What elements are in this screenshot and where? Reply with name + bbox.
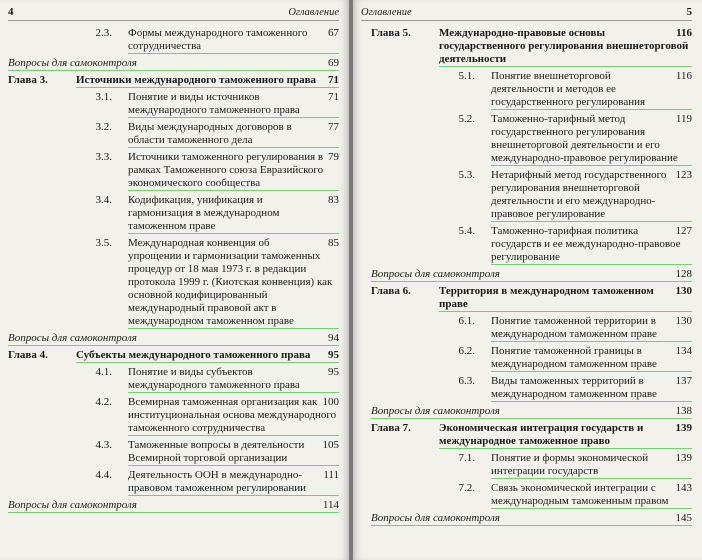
toc-section-content [491,70,692,110]
toc-page-number: 128 [675,268,692,280]
toc-section-content [491,113,692,166]
toc-questions-entry [8,332,339,346]
toc-chapter-content [76,74,339,88]
toc-chapter-label: Глава 6. [371,285,411,297]
toc-section-number: 5.2. [458,113,475,125]
toc-section-content [128,366,339,393]
toc-chapter-label: Глава 5. [371,27,411,39]
toc-section-content [128,469,339,496]
toc-chapter-entry [371,27,692,67]
toc-section-entry [371,169,692,222]
toc-page-number: 77 [328,121,339,133]
toc-entry-text: Понятие и виды источников международного таможенного права [128,91,300,116]
toc-section-content [128,151,339,191]
toc-section-content [491,225,692,265]
toc-entry-text: Понятие и виды субъектов международного таможенного права [128,366,300,391]
toc-questions-entry [8,499,339,513]
toc-page-number: 119 [675,113,692,125]
toc-section-number: 7.2. [458,482,475,494]
table-of-contents [371,24,692,526]
toc-entry-text: Понятие и формы экономической интеграции государств [491,452,649,477]
toc-entry-text: Всемирная таможенная организация как институциональная основа международного таможенного сотрудничества [128,396,337,434]
toc-section-number: 5.1. [458,70,475,82]
toc-entry-text: Международно-правовые основы государственного регулирования внешнеторговой деятельности [439,27,689,65]
toc-page-number: 143 [675,482,692,494]
toc-chapter-entry [371,422,692,449]
left-page [0,0,349,560]
toc-entry-text: Формы международного таможенного сотрудничества [128,27,308,52]
right-page [353,0,702,560]
page-number: 5 [686,6,692,18]
toc-entry-text: Вопросы для самоконтроля [8,499,137,511]
toc-section-number: 4.4. [95,469,112,481]
toc-entry-text: Связь экономической интеграции с международным таможенным правом [491,482,669,507]
toc-section-content [491,169,692,222]
toc-section-entry [8,91,339,118]
running-head [361,6,692,21]
toc-chapter-content [439,285,692,312]
toc-section-entry [8,121,339,148]
toc-page-number: 95 [328,349,339,361]
toc-page-number: 123 [675,169,692,181]
toc-page-number: 114 [322,499,339,511]
toc-section-number: 6.2. [458,345,475,357]
toc-entry-text: Кодификация, унификация и гармонизация в международном таможенном праве [128,194,280,232]
toc-page-number: 71 [328,91,339,103]
toc-section-entry [371,482,692,509]
toc-questions-entry [371,268,692,282]
toc-page-number: 83 [328,194,339,206]
table-of-contents [8,24,339,513]
toc-questions-entry [8,57,339,71]
toc-page-number: 137 [675,375,692,387]
toc-section-content [491,315,692,342]
toc-chapter-content [439,422,692,449]
toc-chapter-label: Глава 7. [371,422,411,434]
toc-section-entry [8,396,339,436]
toc-entry-text: Источники таможенного регулирования в рамках Таможенного союза Евразийского экономического сообщества [128,151,324,189]
toc-section-content [128,194,339,234]
toc-page-number: 145 [675,512,692,524]
toc-page-number: 100 [322,396,339,408]
toc-section-entry [371,375,692,402]
toc-entry-text: Таможенные вопросы в деятельности Всемирной торговой организации [128,439,305,464]
toc-page-number: 79 [328,151,339,163]
toc-section-content [491,482,692,509]
toc-section-content [128,91,339,118]
toc-entry-text: Понятие таможенной территории в международном таможенном праве [491,315,657,340]
toc-entry-text: Таможенно-тарифный метод государственного регулирования внешнеторговой деятельности и его международно-правовое регулирование [491,113,678,164]
toc-section-number: 2.3. [95,27,112,39]
toc-chapter-entry [371,285,692,312]
toc-page-number: 116 [676,27,692,39]
toc-entry-text: Вопросы для самоконтроля [8,332,137,344]
toc-entry-text: Понятие внешнеторговой деятельности и методов ее государственного регулирования [491,70,646,108]
toc-entry-text: Источники международного таможенного права [76,74,317,86]
toc-entry-text: Вопросы для самоконтроля [371,405,500,417]
toc-chapter-label: Глава 4. [8,349,48,361]
toc-section-number: 4.3. [95,439,112,451]
toc-page-number: 116 [675,70,692,82]
toc-section-entry [8,27,339,54]
toc-section-number: 3.2. [95,121,112,133]
toc-section-content [491,452,692,479]
toc-section-entry [8,366,339,393]
toc-section-number: 3.4. [95,194,112,206]
toc-section-content [491,345,692,372]
toc-section-number: 6.3. [458,375,475,387]
toc-page-number: 69 [328,57,339,69]
toc-section-entry [8,439,339,466]
toc-section-content [128,439,339,466]
toc-entry-text: Субъекты международного таможенного права [76,349,311,361]
toc-entry-text: Таможенно-тарифная политика государств и ее международно-правовое регулирование [491,225,681,263]
toc-section-number: 5.3. [458,169,475,181]
toc-section-content [491,375,692,402]
toc-entry-text: Вопросы для самоконтроля [371,512,500,524]
toc-section-entry [8,237,339,329]
toc-questions-entry [371,512,692,526]
toc-section-content [128,121,339,148]
toc-entry-text: Деятельность ООН в международно-правовом таможенном регулировании [128,469,307,494]
toc-entry-text: Вопросы для самоконтроля [371,268,500,280]
toc-chapter-label: Глава 3. [8,74,48,86]
toc-section-content [128,27,339,54]
toc-page-number: 85 [328,237,339,249]
toc-page-number: 139 [675,422,692,434]
toc-chapter-entry [8,349,339,363]
toc-page-number: 67 [328,27,339,39]
toc-entry-text: Нетарифный метод государственного регулирования внешнеторговой деятельности и его международно-правовое регулирование [491,169,667,220]
toc-section-number: 3.3. [95,151,112,163]
toc-page-number: 71 [328,74,339,86]
running-title: Оглавление [288,7,339,18]
toc-section-number: 5.4. [458,225,475,237]
toc-page-number: 138 [675,405,692,417]
toc-entry-text: Виды международных договоров в области таможенного дела [128,121,292,146]
running-head [8,6,339,21]
toc-chapter-content [439,27,692,67]
toc-section-number: 7.1. [458,452,475,464]
toc-entry-text: Виды таможенных территорий в международном таможенном праве [491,375,657,400]
toc-page-number: 134 [675,345,692,357]
toc-section-entry [371,113,692,166]
toc-section-number: 3.5. [95,237,112,249]
toc-section-entry [8,151,339,191]
toc-questions-entry [371,405,692,419]
toc-section-entry [371,225,692,265]
toc-entry-text: Международная конвенция об упрощении и гармонизации таможенных процедур от 18 мая 1973 г. в редакции протокола 1999 г. (Киотская конвенция) как основной кодифицированный международный правовой акт в международном таможенном праве [128,237,333,327]
running-title: Оглавление [361,7,412,18]
toc-section-number: 4.1. [95,366,112,378]
toc-page-number: 94 [328,332,339,344]
toc-section-number: 6.1. [458,315,475,327]
toc-section-entry [371,345,692,372]
toc-section-entry [8,194,339,234]
toc-page-number: 95 [328,366,339,378]
toc-section-entry [8,469,339,496]
toc-section-content [128,396,339,436]
toc-chapter-content [76,349,339,363]
toc-entry-text: Территория в международном таможенном праве [439,285,654,310]
toc-entry-text: Понятие таможенной границы в международном таможенном праве [491,345,657,370]
toc-section-entry [371,452,692,479]
toc-page-number: 111 [323,469,339,481]
toc-page-number: 130 [675,315,692,327]
toc-page-number: 127 [675,225,692,237]
toc-section-number: 3.1. [95,91,112,103]
toc-section-content [128,237,339,329]
toc-page-number: 130 [675,285,692,297]
toc-entry-text: Вопросы для самоконтроля [8,57,137,69]
toc-page-number: 139 [675,452,692,464]
page-number: 4 [8,6,14,18]
toc-chapter-entry [8,74,339,88]
toc-section-entry [371,70,692,110]
toc-entry-text: Экономическая интеграция государств и международное таможенное право [439,422,644,447]
toc-page-number: 105 [322,439,339,451]
toc-section-number: 4.2. [95,396,112,408]
toc-section-entry [371,315,692,342]
